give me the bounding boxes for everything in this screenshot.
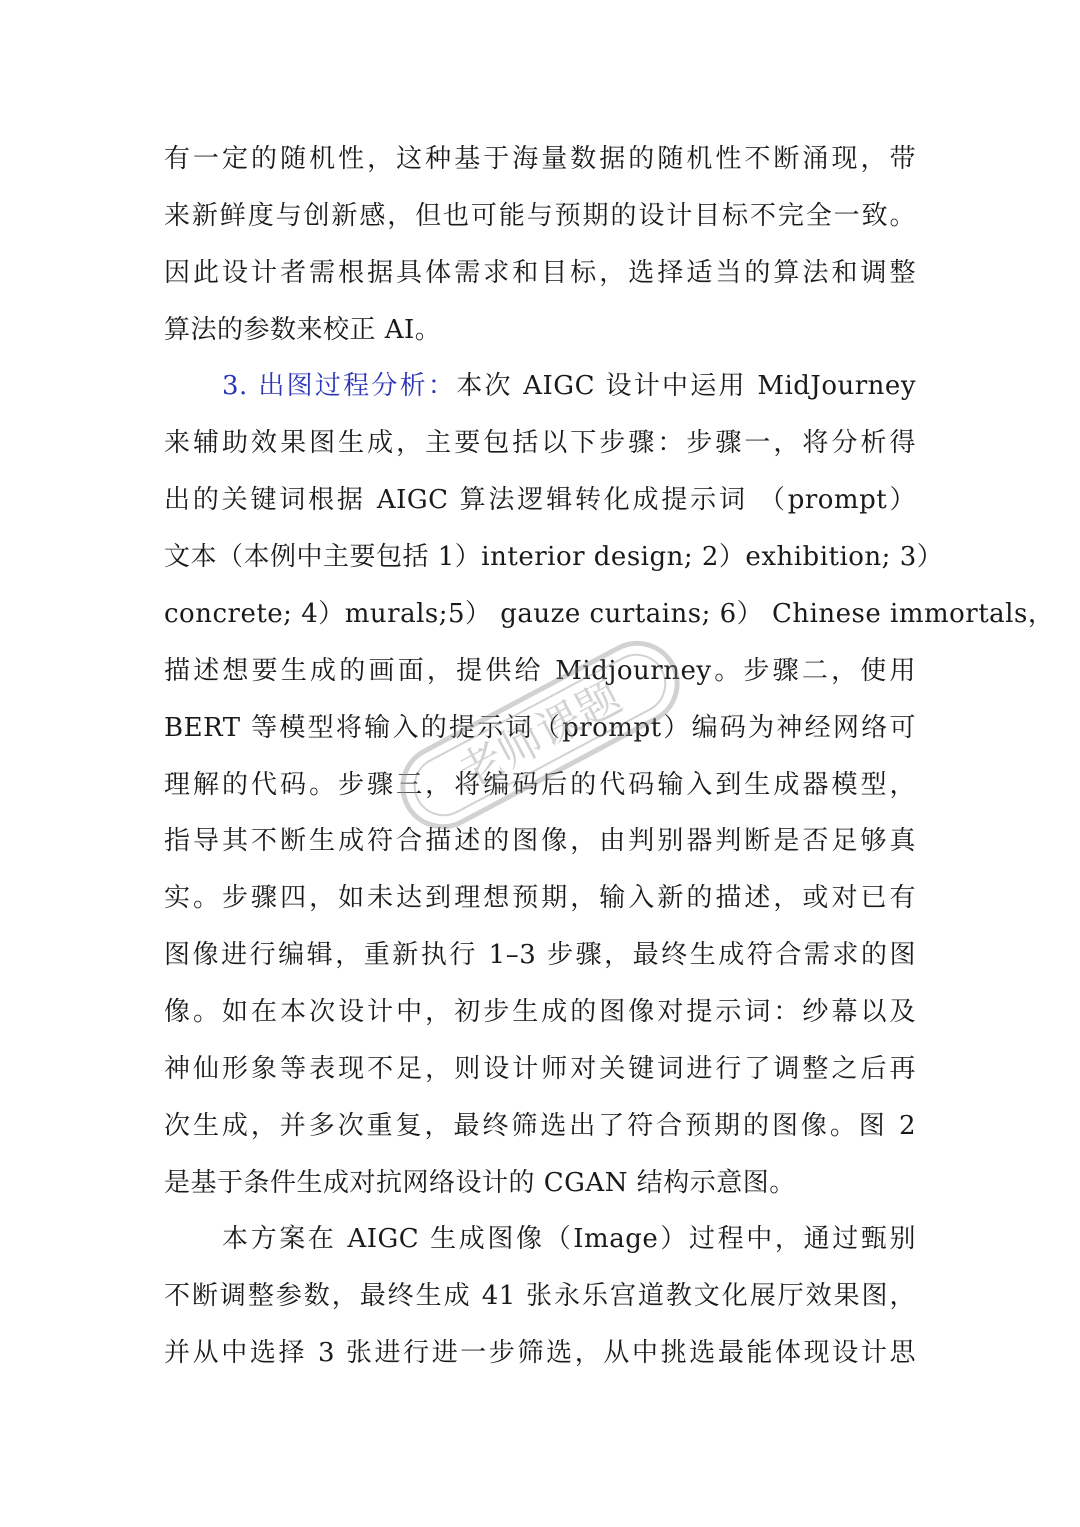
paragraph-2-line-13: 神仙形象等表现不足，则设计师对关键词进行了调整之后再 (164, 1054, 916, 1084)
paragraph-2-line-1 (222, 366, 916, 406)
paragraph-1-line-4: 算法的参数来校正 AI。 (164, 315, 442, 345)
paragraph-2-line-6: 描述想要生成的画面，提供给 Midjourney。步骤二，使用 (164, 656, 916, 686)
watermark-text: 老师课题 (450, 671, 630, 800)
paragraph-1-line-1: 有一定的随机性，这种基于海量数据的随机性不断涌现，带 (164, 144, 916, 174)
paragraph-2-line-2: 来辅助效果图生成，主要包括以下步骤：步骤一，将分析得 (164, 428, 916, 458)
paragraph-3-line-1: 本方案在 AIGC 生成图像（Image）过程中，通过甄别 (222, 1224, 916, 1254)
paragraph-2-line-9: 指导其不断生成符合描述的图像，由判别器判断是否足够真 (164, 826, 916, 856)
paragraph-2-line-3: 出的关键词根据 AIGC 算法逻辑转化成提示词 （prompt） (164, 485, 916, 515)
paragraph-2-line-12: 像。如在本次设计中，初步生成的图像对提示词：纱幕以及 (164, 997, 916, 1027)
paragraph-2-line-14: 次生成，并多次重复，最终筛选出了符合预期的图像。图 2 (164, 1111, 916, 1141)
paragraph-2-line-15: 是基于条件生成对抗网络设计的 CGAN 结构示意图。 (164, 1168, 796, 1198)
paragraph-2-line-10: 实。步骤四，如未达到理想预期，输入新的描述，或对已有 (164, 883, 916, 913)
paragraph-3-line-3: 并从中选择 3 张进行进一步筛选，从中挑选最能体现设计思 (164, 1338, 916, 1368)
paragraph-1-line-2: 来新鲜度与创新感，但也可能与预期的设计目标不完全一致。 (164, 201, 916, 231)
paragraph-2-line-7: BERT 等模型将输入的提示词（prompt）编码为神经网络可 (164, 713, 916, 743)
paragraph-2-line-11: 图像进行编辑，重新执行 1–3 步骤，最终生成符合需求的图 (164, 940, 916, 970)
paragraph-1-line-3: 因此设计者需根据具体需求和目标，选择适当的算法和调整 (164, 258, 916, 288)
paragraph-2-line-5: concrete; 4）murals;5） gauze curtains; 6） Chinese immortals， (164, 599, 1055, 629)
paragraph-2-line-8: 理解的代码。步骤三，将编码后的代码输入到生成器模型， (164, 770, 916, 800)
paragraph-2-line-1-rest: 本次 AIGC 设计中运用 MidJourney (456, 371, 917, 401)
paragraph-3-line-2: 不断调整参数，最终生成 41 张永乐宫道教文化展厅效果图， (164, 1281, 916, 1311)
section-heading: 3. 出图过程分析： (222, 371, 457, 401)
paragraph-2-line-4: 文本（本例中主要包括 1）interior design; 2）exhibition; 3） (164, 542, 944, 572)
